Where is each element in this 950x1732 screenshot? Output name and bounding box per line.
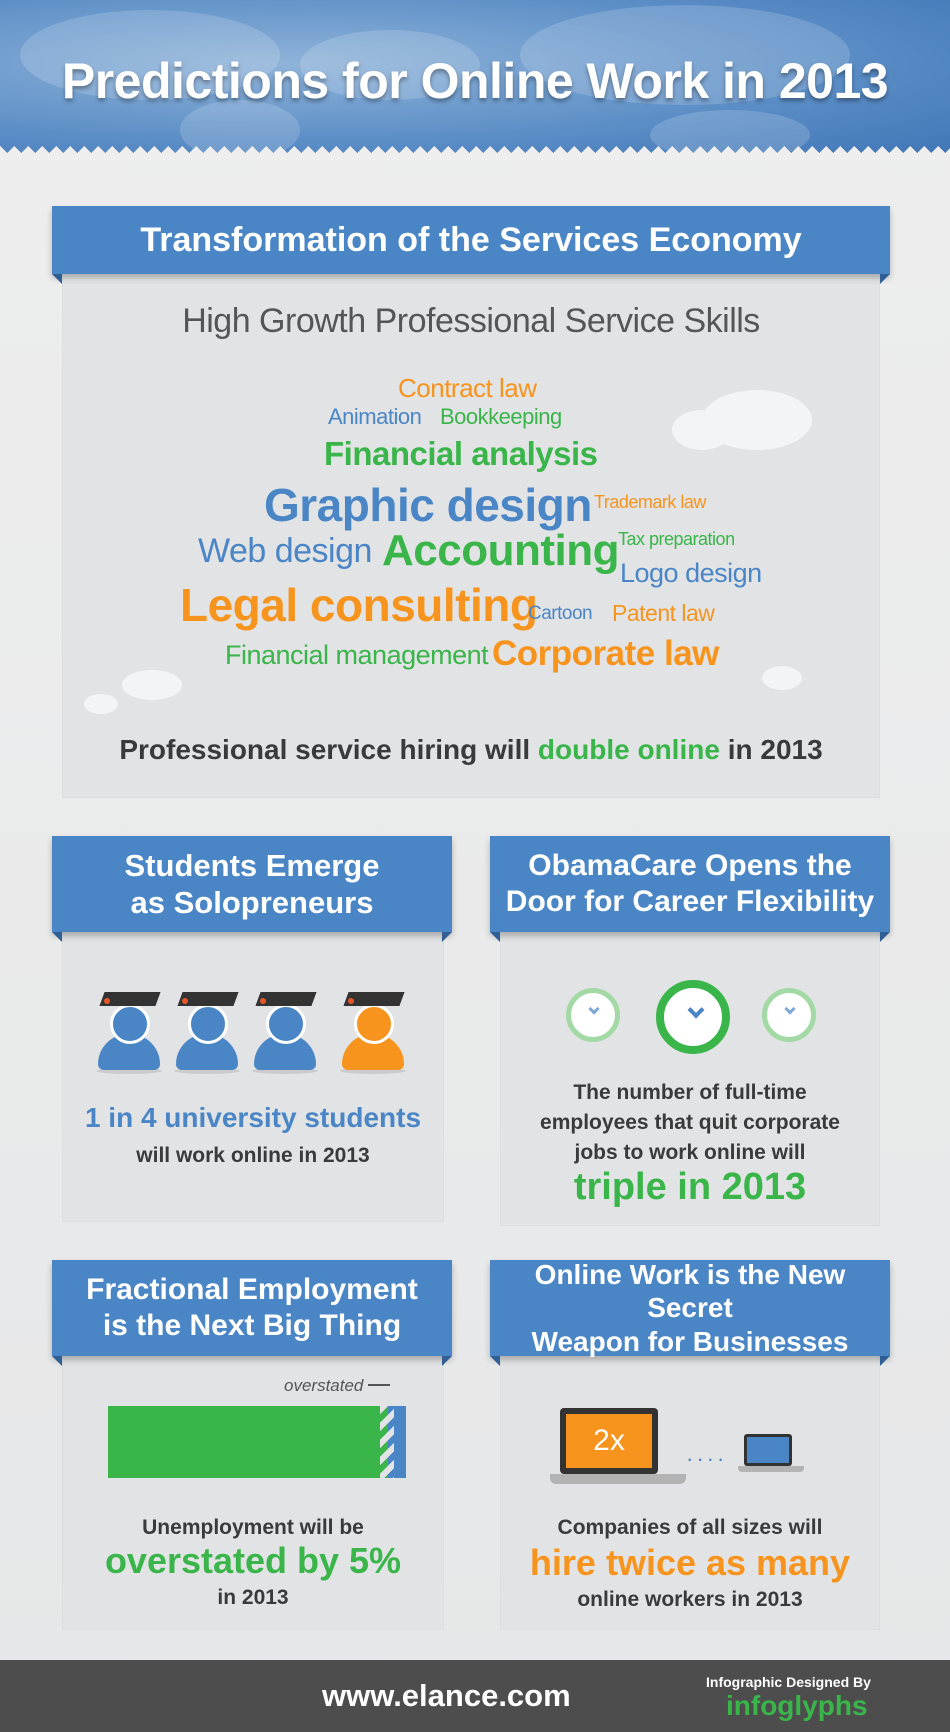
ribbon-title-line: Fractional Employment: [86, 1273, 418, 1306]
student-figure: [94, 984, 164, 1074]
obamacare-panel: [500, 930, 880, 1226]
statement-prefix: Professional service hiring will: [119, 734, 531, 765]
word-financial-management: Financial management: [225, 640, 489, 670]
arrow-icon: [368, 1384, 390, 1386]
ribbon-title-line: Online Work is the New Secret: [534, 1258, 846, 1324]
word-bookkeeping: Bookkeeping: [440, 404, 562, 429]
section-ribbon: [52, 836, 452, 932]
word-trademark-law: Trademark law: [594, 492, 706, 512]
text-line: jobs to work online will: [574, 1141, 806, 1164]
section-ribbon: [52, 1260, 452, 1356]
business-highlight: hire twice as many: [529, 1542, 851, 1583]
clock-icon: [762, 988, 816, 1042]
employment-text: Unemployment will be: [142, 1516, 364, 1539]
business-panel: [500, 1352, 880, 1630]
student-figure: [172, 984, 242, 1074]
ribbon-title: Transformation of the Services Economy: [140, 220, 802, 259]
zigzag-edge: [0, 146, 950, 160]
section-ribbon: [490, 1260, 890, 1356]
hiring-statement: [62, 734, 880, 766]
laptop-base: [550, 1474, 686, 1484]
cloud-decoration: [762, 666, 802, 690]
word-financial-analysis: Financial analysis: [324, 435, 598, 472]
word-tax-preparation: Tax preparation: [618, 529, 735, 549]
word-animation: Animation: [328, 404, 422, 429]
business-year: online workers in 2013: [577, 1588, 803, 1611]
business-text: Companies of all sizes will: [557, 1516, 823, 1539]
ribbon-fold: [880, 274, 890, 284]
footer-brand: infoglyphs: [726, 1690, 868, 1721]
laptop-large-icon: [560, 1408, 658, 1474]
obamacare-text: [500, 1078, 880, 1168]
word-contract-law: Contract law: [398, 373, 537, 403]
footer: [0, 1660, 950, 1732]
student-figure-highlighted: [338, 984, 408, 1074]
word-legal-consulting: Legal consulting: [180, 579, 538, 631]
footer-url[interactable]: www.elance.com: [322, 1678, 571, 1713]
bar-annotation: overstated: [284, 1376, 364, 1395]
ribbon-title-line: is the Next Big Thing: [102, 1309, 402, 1342]
ribbon-title-line: Students Emerge: [124, 847, 380, 883]
header-banner: [0, 0, 950, 160]
footer-credit-label: Infographic Designed By: [706, 1674, 871, 1690]
cloud-decoration: [672, 410, 732, 450]
laptop-small-icon: [744, 1434, 792, 1466]
cloud-decoration: [84, 694, 118, 714]
section-subtitle: High Growth Professional Service Skills: [182, 302, 760, 340]
statement-suffix: in 2013: [727, 734, 823, 765]
word-accounting: Accounting: [382, 526, 619, 575]
word-patent-law: Patent law: [612, 600, 715, 626]
clock-icon: [656, 980, 730, 1054]
torn-edge: [380, 1406, 394, 1478]
word-logo-design: Logo design: [620, 558, 762, 588]
obamacare-highlight: triple in 2013: [573, 1166, 807, 1208]
employment-year: in 2013: [217, 1586, 289, 1609]
employment-bar: [108, 1406, 388, 1478]
employment-panel: [62, 1352, 444, 1630]
cloud-decoration: [122, 670, 182, 700]
text-line: employees that quit corporate: [540, 1111, 840, 1134]
text-line: The number of full-time: [573, 1081, 807, 1104]
skills-panel: [62, 240, 880, 798]
ribbon-title-line: Door for Career Flexibility: [505, 885, 875, 918]
laptop-label: 2x: [566, 1414, 652, 1468]
laptop-base: [738, 1466, 804, 1472]
word-cartoon: Cartoon: [528, 603, 593, 624]
ribbon-title-line: ObamaCare Opens the: [528, 849, 852, 882]
statement-highlight: double online: [537, 734, 720, 765]
employment-highlight: overstated by 5%: [104, 1540, 402, 1581]
section-ribbon: [490, 836, 890, 932]
students-panel: [62, 930, 444, 1222]
students-text: will work online in 2013: [136, 1144, 370, 1167]
dots-separator: ····: [686, 1446, 728, 1471]
page-title: Predictions for Online Work in 2013: [61, 53, 889, 109]
ribbon-title-line: as Solopreneurs: [130, 885, 374, 920]
section-ribbon: [52, 206, 890, 274]
ribbon-fold: [52, 274, 62, 284]
word-corporate-law: Corporate law: [492, 634, 719, 673]
clock-icon: [566, 988, 620, 1042]
students-highlight: 1 in 4 university students: [84, 1102, 422, 1133]
word-web-design: Web design: [198, 532, 372, 570]
word-graphic-design: Graphic design: [264, 479, 592, 531]
student-figure: [250, 984, 320, 1074]
ribbon-title-line: Weapon for Businesses: [531, 1325, 849, 1357]
